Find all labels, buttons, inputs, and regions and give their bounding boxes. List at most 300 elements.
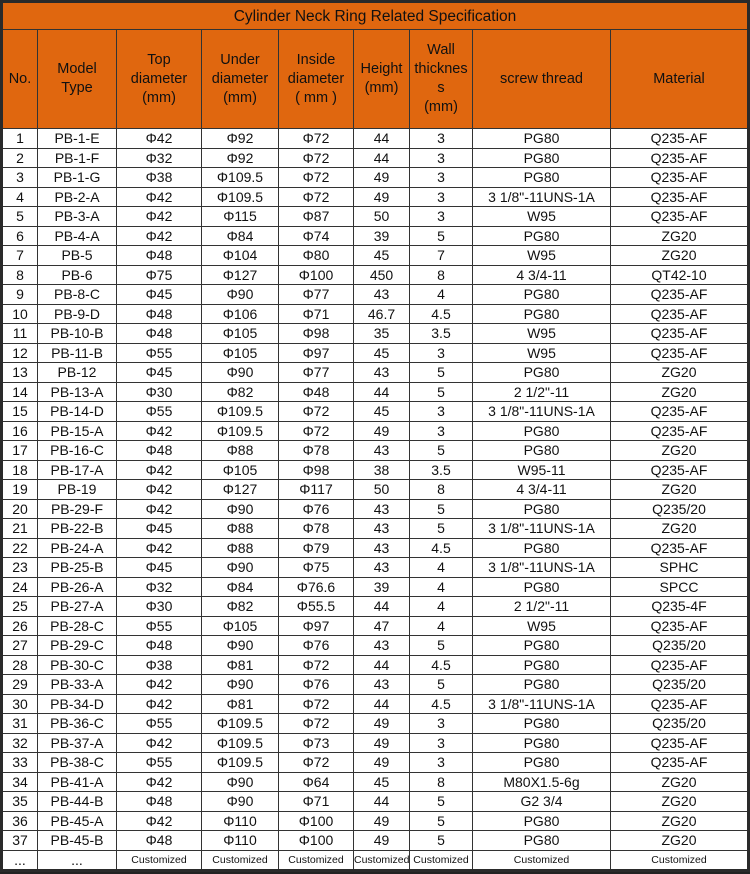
cell-wall-thickness: 3: [410, 207, 473, 227]
cell-inside-diameter: Φ72: [279, 753, 354, 773]
cell-screw-thread: PG80: [473, 811, 611, 831]
cell-top-diameter: Φ45: [117, 363, 202, 383]
cell-under-diameter: Φ82: [202, 597, 279, 617]
cell-top-diameter: Φ45: [117, 285, 202, 305]
cell-inside-diameter: Φ55.5: [279, 597, 354, 617]
cell-no: 16: [2, 421, 38, 441]
cell-inside-diameter: Customized: [279, 850, 354, 871]
table-row: [2, 538, 749, 558]
cell-model-type: PB-1-F: [38, 148, 117, 168]
cell-screw-thread: PG80: [473, 148, 611, 168]
cell-model-type: PB-22-B: [38, 519, 117, 539]
cell-model-type: PB-15-A: [38, 421, 117, 441]
cell-screw-thread: PG80: [473, 441, 611, 461]
cell-wall-thickness: 3: [410, 714, 473, 734]
cell-inside-diameter: Φ72: [279, 694, 354, 714]
table-row: [2, 382, 749, 402]
cell-wall-thickness: 3: [410, 733, 473, 753]
cell-top-diameter: Φ38: [117, 655, 202, 675]
cell-no: 11: [2, 324, 38, 344]
cell-model-type: PB-34-D: [38, 694, 117, 714]
cell-height: 43: [354, 675, 410, 695]
cell-no: ...: [2, 850, 38, 871]
cell-wall-thickness: 3: [410, 402, 473, 422]
cell-top-diameter: Φ48: [117, 441, 202, 461]
cell-screw-thread: 3 1/8"-11UNS-1A: [473, 519, 611, 539]
cell-wall-thickness: 8: [410, 265, 473, 285]
cell-under-diameter: Φ92: [202, 129, 279, 149]
cell-under-diameter: Φ109.5: [202, 402, 279, 422]
table-row: [2, 733, 749, 753]
table-row: [2, 753, 749, 773]
cell-wall-thickness: 4: [410, 558, 473, 578]
cell-model-type: PB-10-B: [38, 324, 117, 344]
cell-model-type: PB-3-A: [38, 207, 117, 227]
cell-no: 9: [2, 285, 38, 305]
cell-material: Q235-AF: [611, 616, 749, 636]
table-row: [2, 636, 749, 656]
cell-screw-thread: W95: [473, 324, 611, 344]
cell-model-type: PB-6: [38, 265, 117, 285]
header-row: [2, 30, 749, 129]
table-row: [2, 324, 749, 344]
cell-material: ZG20: [611, 226, 749, 246]
cell-top-diameter: Φ30: [117, 597, 202, 617]
cell-height: 44: [354, 597, 410, 617]
cell-material: ZG20: [611, 519, 749, 539]
cell-model-type: PB-36-C: [38, 714, 117, 734]
cell-top-diameter: Φ55: [117, 616, 202, 636]
cell-height: 43: [354, 363, 410, 383]
table-row: [2, 577, 749, 597]
cell-screw-thread: PG80: [473, 538, 611, 558]
cell-no: 36: [2, 811, 38, 831]
cell-height: 49: [354, 168, 410, 188]
cell-model-type: PB-33-A: [38, 675, 117, 695]
cell-under-diameter: Φ110: [202, 831, 279, 851]
cell-under-diameter: Φ109.5: [202, 187, 279, 207]
cell-height: 44: [354, 792, 410, 812]
cell-under-diameter: Φ90: [202, 558, 279, 578]
cell-no: 26: [2, 616, 38, 636]
cell-inside-diameter: Φ79: [279, 538, 354, 558]
cell-model-type: PB-9-D: [38, 304, 117, 324]
cell-top-diameter: Φ42: [117, 694, 202, 714]
cell-wall-thickness: 4: [410, 285, 473, 305]
table-row: [2, 675, 749, 695]
cell-under-diameter: Φ90: [202, 363, 279, 383]
cell-screw-thread: PG80: [473, 636, 611, 656]
cell-screw-thread: W95-11: [473, 460, 611, 480]
cell-height: 43: [354, 519, 410, 539]
cell-top-diameter: Φ55: [117, 714, 202, 734]
cell-material: Q235-AF: [611, 129, 749, 149]
cell-inside-diameter: Φ76: [279, 636, 354, 656]
cell-inside-diameter: Φ97: [279, 343, 354, 363]
cell-inside-diameter: Φ77: [279, 285, 354, 305]
cell-top-diameter: Φ48: [117, 636, 202, 656]
cell-under-diameter: Φ90: [202, 792, 279, 812]
cell-no: 31: [2, 714, 38, 734]
cell-screw-thread: PG80: [473, 421, 611, 441]
cell-height: 49: [354, 187, 410, 207]
cell-inside-diameter: Φ78: [279, 519, 354, 539]
cell-material: Q235-AF: [611, 655, 749, 675]
cell-inside-diameter: Φ73: [279, 733, 354, 753]
cell-under-diameter: Φ84: [202, 577, 279, 597]
cell-wall-thickness: 4: [410, 616, 473, 636]
header-screw-thread: screw thread: [473, 30, 611, 129]
cell-model-type: PB-19: [38, 480, 117, 500]
cell-model-type: PB-25-B: [38, 558, 117, 578]
table-row: [2, 597, 749, 617]
cell-material: ZG20: [611, 363, 749, 383]
cell-model-type: PB-1-G: [38, 168, 117, 188]
cell-inside-diameter: Φ75: [279, 558, 354, 578]
cell-model-type: PB-5: [38, 246, 117, 266]
cell-under-diameter: Φ90: [202, 285, 279, 305]
table-row: [2, 499, 749, 519]
cell-top-diameter: Φ42: [117, 187, 202, 207]
header-inside-diameter: Inside diameter ( mm ): [279, 30, 354, 129]
table-row: [2, 519, 749, 539]
cell-top-diameter: Φ48: [117, 831, 202, 851]
cell-top-diameter: Φ30: [117, 382, 202, 402]
cell-material: Q235-AF: [611, 460, 749, 480]
cell-screw-thread: PG80: [473, 655, 611, 675]
table-row: [2, 441, 749, 461]
cell-inside-diameter: Φ80: [279, 246, 354, 266]
table-row: [2, 460, 749, 480]
cell-no: 10: [2, 304, 38, 324]
table-row: [2, 246, 749, 266]
cell-inside-diameter: Φ98: [279, 460, 354, 480]
cell-screw-thread: PG80: [473, 363, 611, 383]
cell-material: Q235-AF: [611, 207, 749, 227]
cell-no: 23: [2, 558, 38, 578]
cell-inside-diameter: Φ117: [279, 480, 354, 500]
cell-material: SPHC: [611, 558, 749, 578]
cell-height: 43: [354, 558, 410, 578]
cell-no: 25: [2, 597, 38, 617]
cell-wall-thickness: 5: [410, 363, 473, 383]
cell-model-type: PB-11-B: [38, 343, 117, 363]
cell-wall-thickness: 4: [410, 577, 473, 597]
cell-wall-thickness: 5: [410, 792, 473, 812]
cell-top-diameter: Φ42: [117, 675, 202, 695]
cell-height: 44: [354, 129, 410, 149]
cell-height: 49: [354, 811, 410, 831]
table-row: [2, 148, 749, 168]
cell-top-diameter: Φ42: [117, 226, 202, 246]
cell-height: 39: [354, 577, 410, 597]
cell-material: ZG20: [611, 831, 749, 851]
cell-screw-thread: PG80: [473, 499, 611, 519]
cell-inside-diameter: Φ72: [279, 168, 354, 188]
cell-under-diameter: Φ90: [202, 675, 279, 695]
cell-top-diameter: Φ42: [117, 129, 202, 149]
cell-no: 8: [2, 265, 38, 285]
cell-top-diameter: Φ48: [117, 792, 202, 812]
cell-height: 49: [354, 831, 410, 851]
cell-no: 18: [2, 460, 38, 480]
cell-material: ZG20: [611, 382, 749, 402]
cell-screw-thread: M80X1.5-6g: [473, 772, 611, 792]
cell-no: 12: [2, 343, 38, 363]
cell-under-diameter: Φ109.5: [202, 753, 279, 773]
cell-under-diameter: Φ109.5: [202, 421, 279, 441]
cell-height: 43: [354, 285, 410, 305]
cell-model-type: PB-29-C: [38, 636, 117, 656]
cell-no: 17: [2, 441, 38, 461]
cell-height: 39: [354, 226, 410, 246]
cell-wall-thickness: 5: [410, 811, 473, 831]
cell-screw-thread: W95: [473, 246, 611, 266]
cell-top-diameter: Customized: [117, 850, 202, 871]
cell-no: 14: [2, 382, 38, 402]
cell-inside-diameter: Φ76: [279, 499, 354, 519]
cell-wall-thickness: 5: [410, 675, 473, 695]
cell-material: QT42-10: [611, 265, 749, 285]
cell-model-type: PB-14-D: [38, 402, 117, 422]
cell-screw-thread: PG80: [473, 168, 611, 188]
cell-material: Q235-AF: [611, 168, 749, 188]
cell-model-type: PB-17-A: [38, 460, 117, 480]
cell-inside-diameter: Φ72: [279, 655, 354, 675]
cell-under-diameter: Φ109.5: [202, 168, 279, 188]
cell-no: 19: [2, 480, 38, 500]
cell-inside-diameter: Φ100: [279, 265, 354, 285]
table-row: [2, 207, 749, 227]
cell-material: Q235-AF: [611, 187, 749, 207]
cell-wall-thickness: 4: [410, 597, 473, 617]
cell-inside-diameter: Φ72: [279, 129, 354, 149]
cell-model-type: PB-44-B: [38, 792, 117, 812]
cell-no: 3: [2, 168, 38, 188]
cell-model-type: PB-41-A: [38, 772, 117, 792]
cell-under-diameter: Φ109.5: [202, 733, 279, 753]
cell-screw-thread: Customized: [473, 850, 611, 871]
cell-height: 45: [354, 402, 410, 422]
cell-height: 43: [354, 538, 410, 558]
cell-under-diameter: Customized: [202, 850, 279, 871]
cell-height: 49: [354, 421, 410, 441]
cell-screw-thread: W95: [473, 207, 611, 227]
cell-no: 32: [2, 733, 38, 753]
cell-model-type: PB-30-C: [38, 655, 117, 675]
cell-under-diameter: Φ109.5: [202, 714, 279, 734]
cell-material: Q235-AF: [611, 304, 749, 324]
cell-height: Customized: [354, 850, 410, 871]
cell-inside-diameter: Φ74: [279, 226, 354, 246]
cell-screw-thread: 2 1/2"-11: [473, 597, 611, 617]
cell-under-diameter: Φ88: [202, 538, 279, 558]
cell-height: 43: [354, 441, 410, 461]
cell-wall-thickness: 7: [410, 246, 473, 266]
cell-height: 44: [354, 148, 410, 168]
cell-wall-thickness: 8: [410, 480, 473, 500]
cell-inside-diameter: Φ100: [279, 811, 354, 831]
table-row: [2, 187, 749, 207]
cell-height: 45: [354, 772, 410, 792]
table-row: [2, 850, 749, 871]
table-body: [2, 129, 749, 871]
cell-wall-thickness: 4.5: [410, 655, 473, 675]
cell-wall-thickness: 3: [410, 148, 473, 168]
cell-screw-thread: PG80: [473, 577, 611, 597]
cell-height: 43: [354, 499, 410, 519]
cell-inside-diameter: Φ72: [279, 421, 354, 441]
cell-material: ZG20: [611, 811, 749, 831]
cell-screw-thread: W95: [473, 343, 611, 363]
cell-wall-thickness: 5: [410, 382, 473, 402]
cell-inside-diameter: Φ78: [279, 441, 354, 461]
cell-model-type: PB-26-A: [38, 577, 117, 597]
cell-screw-thread: 4 3/4-11: [473, 265, 611, 285]
cell-screw-thread: PG80: [473, 285, 611, 305]
cell-no: 22: [2, 538, 38, 558]
cell-under-diameter: Φ127: [202, 480, 279, 500]
cell-height: 49: [354, 753, 410, 773]
cell-under-diameter: Φ81: [202, 655, 279, 675]
cell-material: Q235-AF: [611, 733, 749, 753]
cell-wall-thickness: 5: [410, 226, 473, 246]
cell-under-diameter: Φ105: [202, 343, 279, 363]
cell-under-diameter: Φ127: [202, 265, 279, 285]
cell-under-diameter: Φ104: [202, 246, 279, 266]
cell-wall-thickness: 4.5: [410, 694, 473, 714]
cell-height: 47: [354, 616, 410, 636]
cell-screw-thread: 4 3/4-11: [473, 480, 611, 500]
table-row: [2, 265, 749, 285]
cell-under-diameter: Φ88: [202, 519, 279, 539]
table-row: [2, 343, 749, 363]
cell-height: 43: [354, 636, 410, 656]
table-row: [2, 694, 749, 714]
cell-model-type: PB-27-A: [38, 597, 117, 617]
cell-inside-diameter: Φ87: [279, 207, 354, 227]
header-material: Material: [611, 30, 749, 129]
cell-model-type: PB-13-A: [38, 382, 117, 402]
cell-material: Q235-AF: [611, 324, 749, 344]
cell-no: 6: [2, 226, 38, 246]
cell-under-diameter: Φ92: [202, 148, 279, 168]
table-row: [2, 402, 749, 422]
table-row: [2, 168, 749, 188]
cell-no: 30: [2, 694, 38, 714]
table-row: [2, 811, 749, 831]
cell-model-type: PB-16-C: [38, 441, 117, 461]
cell-under-diameter: Φ90: [202, 499, 279, 519]
cell-under-diameter: Φ90: [202, 636, 279, 656]
cell-height: 50: [354, 480, 410, 500]
table-row: [2, 129, 749, 149]
cell-no: 34: [2, 772, 38, 792]
cell-inside-diameter: Φ76: [279, 675, 354, 695]
cell-inside-diameter: Φ77: [279, 363, 354, 383]
cell-wall-thickness: 5: [410, 519, 473, 539]
cell-height: 44: [354, 655, 410, 675]
cell-height: 49: [354, 733, 410, 753]
cell-under-diameter: Φ105: [202, 616, 279, 636]
cell-height: 49: [354, 714, 410, 734]
cell-height: 450: [354, 265, 410, 285]
cell-model-type: PB-28-C: [38, 616, 117, 636]
cell-under-diameter: Φ81: [202, 694, 279, 714]
cell-model-type: PB-29-F: [38, 499, 117, 519]
cell-top-diameter: Φ42: [117, 772, 202, 792]
table-row: [2, 831, 749, 851]
cell-material: ZG20: [611, 480, 749, 500]
cell-top-diameter: Φ48: [117, 324, 202, 344]
cell-top-diameter: Φ38: [117, 168, 202, 188]
cell-height: 45: [354, 246, 410, 266]
cell-inside-diameter: Φ71: [279, 792, 354, 812]
cell-screw-thread: PG80: [473, 675, 611, 695]
cell-wall-thickness: 3: [410, 421, 473, 441]
cell-height: 44: [354, 382, 410, 402]
cell-model-type: PB-24-A: [38, 538, 117, 558]
cell-top-diameter: Φ55: [117, 753, 202, 773]
cell-under-diameter: Φ115: [202, 207, 279, 227]
cell-screw-thread: PG80: [473, 714, 611, 734]
cell-top-diameter: Φ48: [117, 304, 202, 324]
cell-no: 27: [2, 636, 38, 656]
cell-under-diameter: Φ105: [202, 324, 279, 344]
cell-wall-thickness: 3: [410, 343, 473, 363]
cell-no: 2: [2, 148, 38, 168]
cell-model-type: PB-8-C: [38, 285, 117, 305]
cell-top-diameter: Φ42: [117, 460, 202, 480]
cell-screw-thread: PG80: [473, 831, 611, 851]
header-under-diameter: Under diameter (mm): [202, 30, 279, 129]
cell-under-diameter: Φ88: [202, 441, 279, 461]
cell-wall-thickness: 5: [410, 499, 473, 519]
cell-model-type: PB-45-B: [38, 831, 117, 851]
header-height: Height (mm): [354, 30, 410, 129]
cell-no: 5: [2, 207, 38, 227]
cell-height: 44: [354, 694, 410, 714]
cell-model-type: ...: [38, 850, 117, 871]
cell-top-diameter: Φ42: [117, 499, 202, 519]
cell-inside-diameter: Φ48: [279, 382, 354, 402]
cell-material: Q235/20: [611, 714, 749, 734]
cell-wall-thickness: Customized: [410, 850, 473, 871]
cell-model-type: PB-12: [38, 363, 117, 383]
table-row: [2, 655, 749, 675]
table-row: [2, 421, 749, 441]
cell-screw-thread: 3 1/8"-11UNS-1A: [473, 558, 611, 578]
table-row: [2, 772, 749, 792]
cell-no: 7: [2, 246, 38, 266]
cell-wall-thickness: 5: [410, 831, 473, 851]
cell-no: 13: [2, 363, 38, 383]
cell-height: 35: [354, 324, 410, 344]
header-wall-thickness: Wall thicknes s (mm): [410, 30, 473, 129]
cell-inside-diameter: Φ72: [279, 148, 354, 168]
cell-screw-thread: 2 1/2"-11: [473, 382, 611, 402]
cell-wall-thickness: 4.5: [410, 304, 473, 324]
cell-no: 4: [2, 187, 38, 207]
cell-model-type: PB-37-A: [38, 733, 117, 753]
cell-no: 29: [2, 675, 38, 695]
cell-inside-diameter: Φ97: [279, 616, 354, 636]
table-row: [2, 304, 749, 324]
cell-material: ZG20: [611, 441, 749, 461]
cell-top-diameter: Φ32: [117, 577, 202, 597]
header-model-type: Model Type: [38, 30, 117, 129]
cell-material: Q235-AF: [611, 694, 749, 714]
